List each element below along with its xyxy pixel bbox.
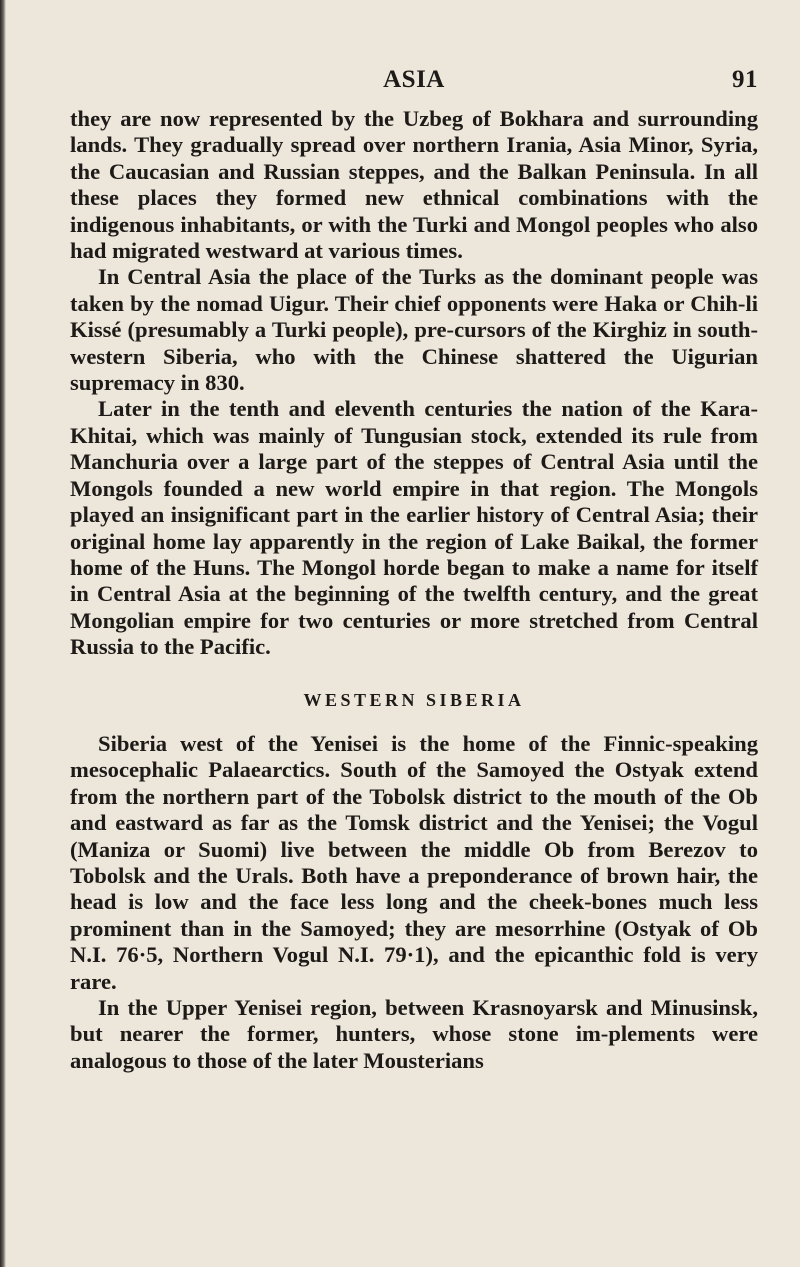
- running-head: [70, 66, 758, 106]
- running-head-title: ASIA: [383, 66, 445, 93]
- paragraph-kara-khitai-mongols: Later in the tenth and eleventh centuries the nation of the Kara-Khitai, which was mainly of Tungusian stock, extended its rule from Manchuria over a large part of the steppes of Central Asia until the Mongols founded a new world empire in that region. The Mongols played an insignificant part in the earlier history of Central Asia; their original home lay apparently in the region of Lake Baikal, the former home of the Huns. The Mongol horde began to make a name for itself in Central Asia at the beginning of the twelfth century, and the great Mongolian empire for two centuries or more stretched from Central Russia to the Pacific.: [70, 396, 758, 660]
- page-edge-shadow: [0, 0, 6, 1267]
- section-heading-western-siberia: WESTERN SIBERIA: [303, 689, 525, 710]
- body-text: [70, 106, 758, 1074]
- page-number: 91: [732, 66, 758, 93]
- paragraph-upper-yenisei: In the Upper Yenisei region, between Krasnoyarsk and Minusinsk, but nearer the former, hunters, whose stone im-plements were analogous to those of the later Mousterians: [70, 995, 758, 1073]
- paragraph-uigur: In Central Asia the place of the Turks as the dominant people was taken by the nomad Uigur. Their chief opponents were Haka or Chih-li Kissé (presumably a Turki people), pre-cursors of the Kirghiz in south-western Siberia, who with the Chinese shattered the Uigurian supremacy in 830.: [70, 264, 758, 396]
- paragraph-western-siberia: Siberia west of the Yenisei is the home of the Finnic-speaking mesocephalic Palaearctics. South of the Samoyed the Ostyak extend from the northern part of the Tobolsk district to the mouth of the Ob and eastward as far as the Tomsk district and the Yenisei; the Vogul (Maniza or Suomi) live between the middle Ob from Berezov to Tobolsk and the Urals. Both have a preponderance of brown hair, the head is low and the face less long and the cheek-bones much less prominent than in the Samoyed; they are mesorrhine (Ostyak of Ob N.I. 76·5, Northern Vogul N.I. 79·1), and the epicanthic fold is very rare.: [70, 730, 758, 994]
- paragraph-uzbeg-continuation: they are now represented by the Uzbeg of Bokhara and surrounding lands. They gradually spread over northern Irania, Asia Minor, Syria, the Caucasian and Russian steppes, and the Balkan Peninsula. In all these places they formed new ethnical combinations with the indigenous inhabitants, or with the Turki and Mongol peoples who also had migrated westward at various times.: [70, 106, 758, 264]
- book-page: [70, 66, 758, 1074]
